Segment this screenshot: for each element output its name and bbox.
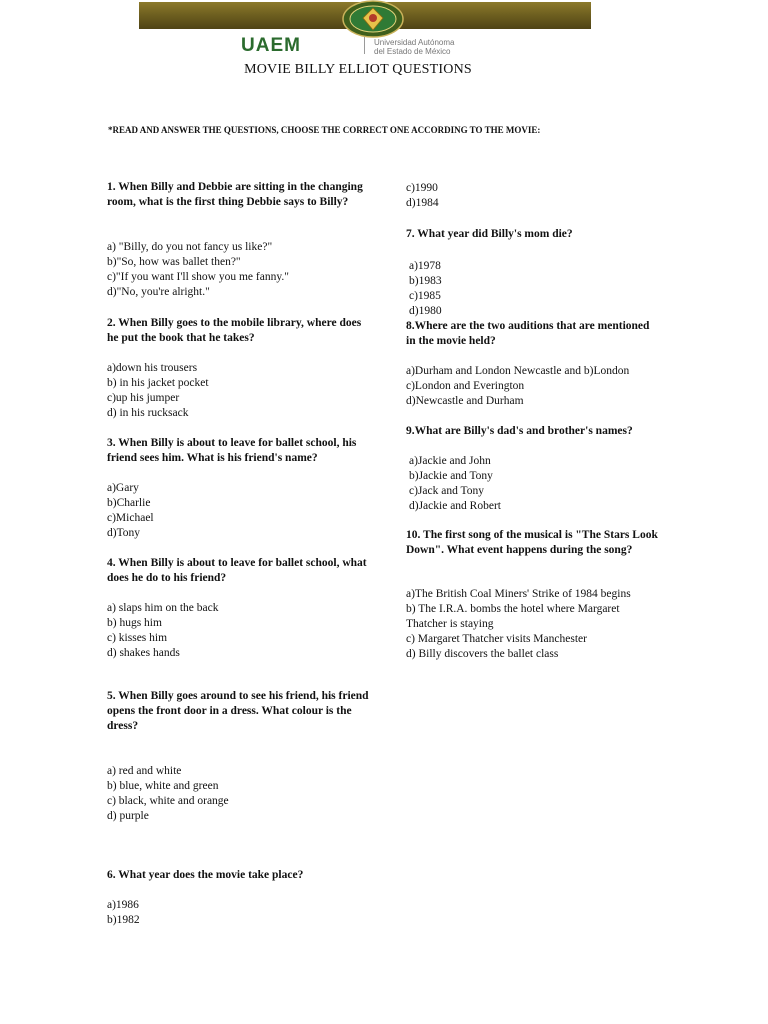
answer-option: a) "Billy, do you not fancy us like?"	[107, 241, 273, 253]
question-5-options	[107, 764, 377, 824]
answer-option: d)"No, you're alright."	[107, 286, 210, 298]
question-3-options	[107, 481, 377, 541]
question-5: 5. When Billy goes around to see his friend, his friend opens the front door in a dress. What colour is the dress?	[107, 690, 369, 732]
answer-option: d) purple	[107, 810, 149, 822]
answer-option: c) black, white and orange	[107, 795, 229, 807]
page-header	[0, 0, 768, 60]
answer-option: b)Jackie and Tony	[409, 470, 493, 482]
question-2-options	[107, 361, 377, 421]
answer-option: c)Jack and Tony	[409, 485, 484, 497]
answer-option: b) in his jacket pocket	[107, 377, 209, 389]
answer-option: c)1990	[406, 182, 438, 194]
question-3: 3. When Billy is about to leave for ballet school, his friend sees him. What is his friend's name?	[107, 437, 357, 464]
answer-option: c)"If you want I'll show you me fanny."	[107, 271, 289, 283]
answer-option: d)Tony	[107, 527, 141, 539]
answer-option: c)up his jumper	[107, 392, 180, 404]
question-1: 1. When Billy and Debbie are sitting in the changing room, what is the first thing Debbie says to Billy?	[107, 181, 363, 208]
answer-option: c) kisses him	[107, 632, 168, 644]
question-7-options	[409, 259, 679, 319]
answer-option: b)1982	[107, 914, 140, 926]
answer-option: b)"So, how was ballet then?"	[107, 256, 241, 268]
answer-option: d) Billy discovers the ballet class	[406, 648, 559, 660]
answer-option: a)down his trousers	[107, 362, 198, 374]
answer-option: c)Michael	[107, 512, 154, 524]
answer-option: a)Durham and London Newcastle and b)London	[406, 365, 630, 377]
answer-option: a)The British Coal Miners' Strike of 1984 begins	[406, 588, 631, 600]
university-name	[374, 38, 534, 56]
question-6: 6. What year does the movie take place?	[107, 869, 304, 881]
answer-option: b) hugs him	[107, 617, 162, 629]
answer-option: b)Charlie	[107, 497, 151, 509]
page-title: MOVIE BILLY ELLIOT QUESTIONS	[244, 62, 472, 77]
logo-divider	[364, 37, 365, 54]
answer-option: c)1985	[409, 290, 441, 302]
university-name-line2: del Estado de México	[374, 47, 451, 56]
question-2: 2. When Billy goes to the mobile library, where does he put the book that he takes?	[107, 317, 362, 344]
answer-option: b)1983	[409, 275, 442, 287]
answer-option: a)Gary	[107, 482, 139, 494]
question-6-options-part2	[406, 181, 676, 211]
answer-option: a) slaps him on the back	[107, 602, 219, 614]
university-name-line1: Universidad Autónoma	[374, 38, 455, 47]
answer-option: c)London and Everington	[406, 380, 525, 392]
answer-option: d) shakes hands	[107, 647, 180, 659]
question-10-options	[406, 587, 654, 662]
question-9-options	[409, 454, 679, 514]
answer-option: d)1980	[409, 305, 442, 317]
question-10: 10. The first song of the musical is "The Stars Look Down". What event happens during the song?	[406, 529, 658, 556]
question-4: 4. When Billy is about to leave for ballet school, what does he do to his friend?	[107, 557, 367, 584]
answer-option: b) The I.R.A. bombs the hotel where Margaret Thatcher is staying	[406, 603, 620, 630]
answer-option: d)Jackie and Robert	[409, 500, 501, 512]
answer-option: d)Newcastle and Durham	[406, 395, 524, 407]
answer-option: a)Jackie and John	[409, 455, 491, 467]
answer-option: a)1978	[409, 260, 441, 272]
question-8: 8.Where are the two auditions that are mentioned in the movie held?	[406, 320, 650, 347]
university-crest-icon	[337, 0, 409, 40]
answer-option: b) blue, white and green	[107, 780, 219, 792]
answer-option: c) Margaret Thatcher visits Manchester	[406, 633, 587, 645]
instructions: *READ AND ANSWER THE QUESTIONS, CHOOSE THE CORRECT ONE ACCORDING TO THE MOVIE:	[108, 125, 541, 135]
answer-option: a) red and white	[107, 765, 182, 777]
question-6-options-part1	[107, 898, 377, 928]
answer-option: d)1984	[406, 197, 439, 209]
question-8-options	[406, 364, 676, 409]
question-4-options	[107, 601, 377, 661]
answer-option: d) in his rucksack	[107, 407, 189, 419]
question-1-options	[107, 240, 377, 300]
question-9: 9.What are Billy's dad's and brother's names?	[406, 425, 633, 437]
uaem-logo-text: UAEM	[241, 35, 301, 56]
question-7: 7. What year did Billy's mom die?	[406, 228, 573, 240]
answer-option: a)1986	[107, 899, 139, 911]
